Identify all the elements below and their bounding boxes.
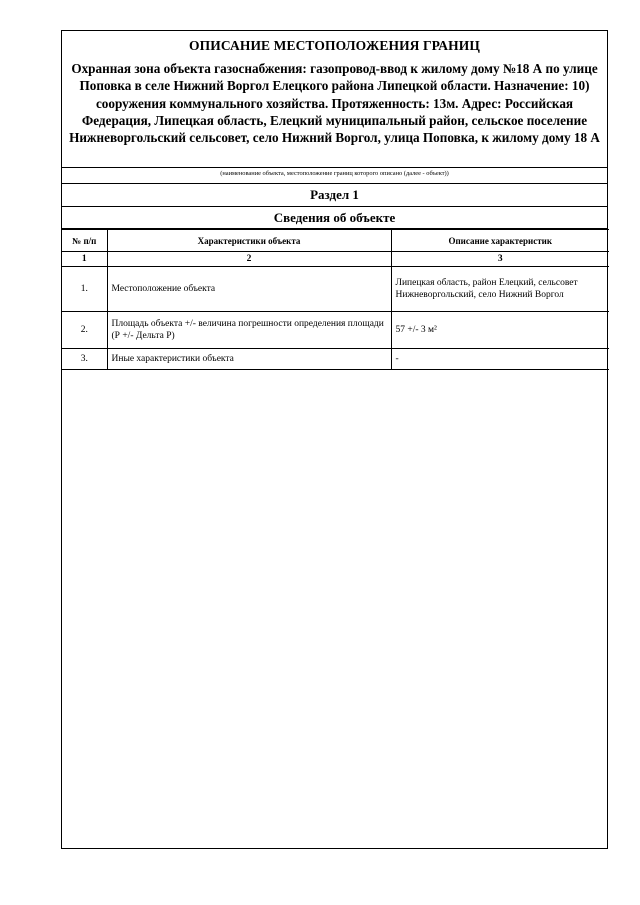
document-title: ОПИСАНИЕ МЕСТОПОЛОЖЕНИЯ ГРАНИЦ <box>189 38 480 53</box>
document-header <box>62 31 607 168</box>
row-characteristic: Местоположение объекта <box>107 267 391 312</box>
header-num: № п/п <box>62 230 107 252</box>
row-characteristic: Иные характеристики объекта <box>107 349 391 370</box>
section-label: Раздел 1 <box>62 184 607 207</box>
row-num: 2. <box>62 312 107 349</box>
object-caption: (наименование объекта, местоположение границ которого описано (далее - объект)) <box>62 168 607 184</box>
row-num: 1. <box>62 267 107 312</box>
column-number-2: 2 <box>107 252 391 267</box>
table-header-row <box>62 230 609 252</box>
header-characteristic: Характеристики объекта <box>107 230 391 252</box>
document-frame <box>61 30 608 849</box>
table-row <box>62 267 609 312</box>
header-description: Описание характеристик <box>391 230 609 252</box>
row-characteristic: Площадь объекта +/- величина погрешности определения площади (Р +/- Дельта Р) <box>107 312 391 349</box>
column-number-3: 3 <box>391 252 609 267</box>
section-title: Сведения об объекте <box>62 207 607 229</box>
table-row <box>62 312 609 349</box>
object-description: Охранная зона объекта газоснабжения: газопровод-ввод к жилому дому №18 А по улице Поповка в селе Нижний Воргол Елецкого района Липецкой области. Назначение: 10) сооружения коммунального хозяйства. Протяженность: 13м. Адрес: Российская Федерация, Липецкая область, Елецкий муниципальный район, сельское поселение Нижневоргольский сельсовет, село Нижний Воргол, улица Поповка, к жилому дому 18 А <box>69 61 600 146</box>
object-properties-table <box>62 229 609 370</box>
row-value: 57 +/- 3 м² <box>391 312 609 349</box>
row-value: - <box>391 349 609 370</box>
column-number-1: 1 <box>62 252 107 267</box>
row-value: Липецкая область, район Елецкий, сельсовет Нижневоргольский, село Нижний Воргол <box>391 267 609 312</box>
row-num: 3. <box>62 349 107 370</box>
table-row <box>62 349 609 370</box>
column-number-row <box>62 252 609 267</box>
